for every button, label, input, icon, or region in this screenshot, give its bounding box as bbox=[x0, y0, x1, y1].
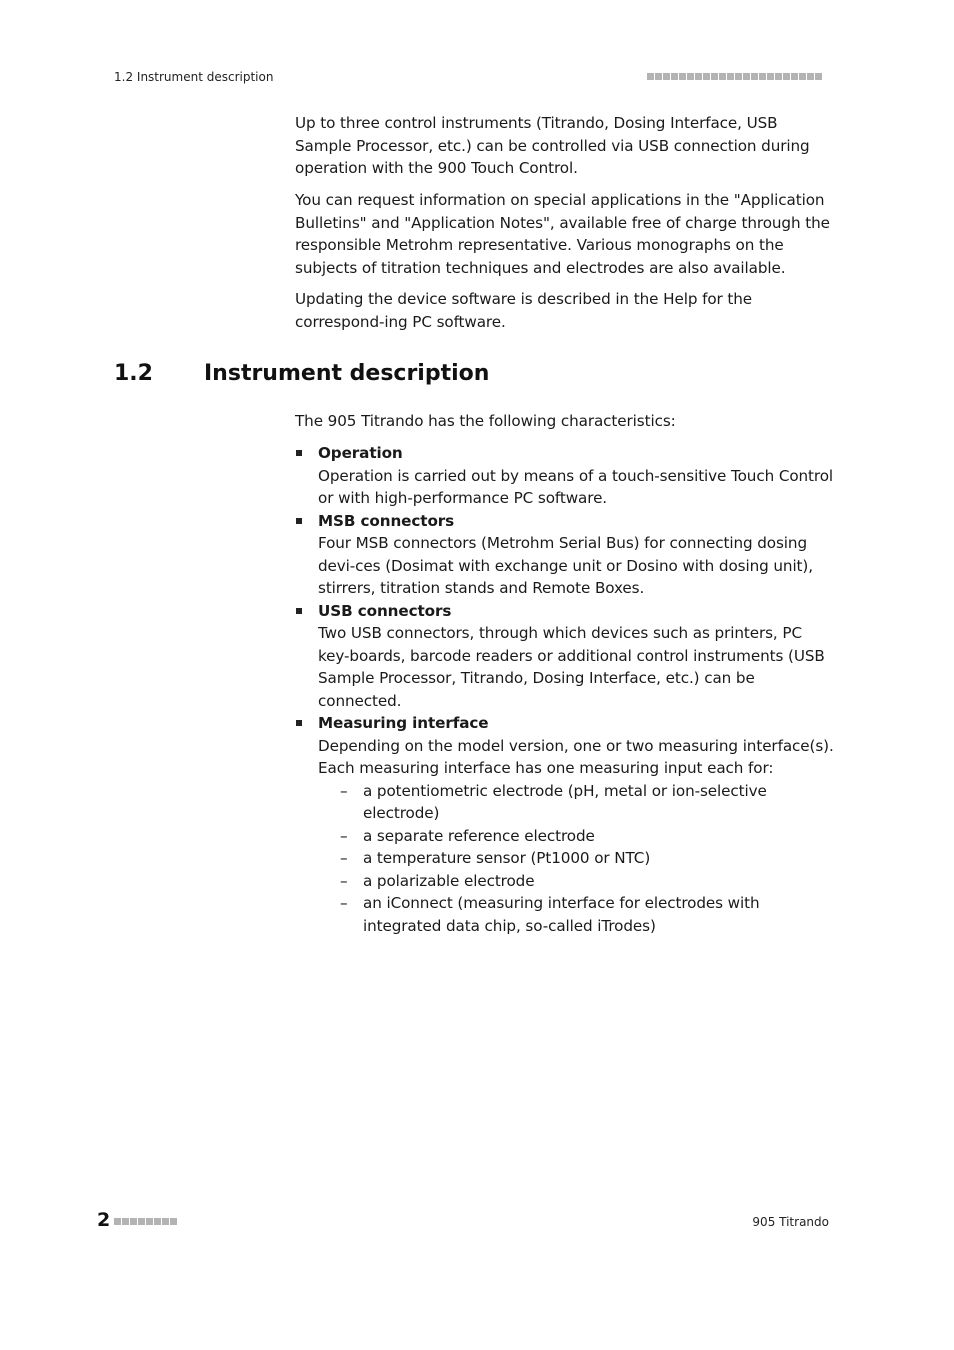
intro-paragraph: You can request information on special applications in the "Application Bulletins" and "Application Notes", available free of charge through the responsible Metrohm representative. Various monographs on the subjects of titration techniques and electrodes are also available. bbox=[295, 191, 830, 277]
sub-list-item bbox=[318, 780, 835, 825]
header-decoration bbox=[647, 73, 822, 80]
bullet-icon bbox=[296, 450, 302, 456]
dash-icon: – bbox=[340, 871, 348, 890]
feature-item bbox=[295, 442, 835, 510]
sub-list-item bbox=[318, 870, 835, 893]
sub-list-item bbox=[318, 892, 835, 937]
feature-item bbox=[295, 510, 835, 600]
feature-description: Two USB connectors, through which devices such as printers, PC key-boards, barcode readers or additional control instruments (USB Sample Processor, Titrando, Dosing Interface, etc.) can be connected. bbox=[318, 624, 825, 710]
section-heading bbox=[114, 361, 489, 386]
section-title: Instrument description bbox=[204, 361, 490, 386]
feature-description: Operation is carried out by means of a touch-sensitive Touch Control or with high-performance PC software. bbox=[318, 466, 834, 507]
feature-title: Measuring interface bbox=[318, 714, 489, 732]
feature-description: Four MSB connectors (Metrohm Serial Bus) for connecting dosing devi-ces (Dosimat with exchange unit or Dosino with dosing unit), stirrers, titration stands and Remote Boxes. bbox=[318, 534, 813, 597]
dash-icon: – bbox=[340, 826, 348, 845]
sub-list-text: a temperature sensor (Pt1000 or NTC) bbox=[363, 849, 651, 867]
page-number: 2 bbox=[97, 1209, 111, 1231]
dash-icon: – bbox=[340, 894, 348, 912]
sub-list-item bbox=[318, 825, 835, 848]
sub-list-text: a separate reference electrode bbox=[363, 826, 595, 845]
running-header: 1.2 Instrument description bbox=[114, 70, 274, 84]
bullet-icon bbox=[296, 608, 302, 614]
bullet-icon bbox=[296, 720, 302, 726]
section-number: 1.2 bbox=[114, 361, 153, 386]
sub-list-item bbox=[318, 847, 835, 870]
sub-list-text: a potentiometric electrode (pH, metal or ion-selective electrode) bbox=[363, 781, 767, 822]
feature-list bbox=[295, 442, 835, 937]
section-lead: The 905 Titrando has the following characteristics: bbox=[295, 412, 676, 430]
feature-item bbox=[295, 712, 835, 937]
footer-decoration bbox=[114, 1218, 177, 1225]
sub-list bbox=[318, 780, 835, 938]
intro-paragraph: Updating the device software is described in the Help for the correspond-ing PC software. bbox=[295, 290, 753, 331]
feature-title: USB connectors bbox=[318, 601, 452, 620]
sub-list-text: an iConnect (measuring interface for electrodes with integrated data chip, so-called iTrodes) bbox=[363, 894, 760, 935]
feature-item bbox=[295, 600, 835, 713]
feature-title: Operation bbox=[318, 444, 403, 462]
dash-icon: – bbox=[340, 849, 348, 867]
footer-product-name: 905 Titrando bbox=[752, 1215, 829, 1229]
feature-description: Depending on the model version, one or two measuring interface(s). Each measuring interface has one measuring input each for: bbox=[318, 736, 834, 777]
sub-list-text: a polarizable electrode bbox=[363, 871, 535, 890]
bullet-icon bbox=[296, 518, 302, 524]
feature-title: MSB connectors bbox=[318, 511, 455, 530]
intro-paragraph: Up to three control instruments (Titrando, Dosing Interface, USB Sample Processor, etc.) can be controlled via USB connection during operation with the 900 Touch Control. bbox=[295, 114, 810, 177]
dash-icon: – bbox=[340, 781, 348, 800]
